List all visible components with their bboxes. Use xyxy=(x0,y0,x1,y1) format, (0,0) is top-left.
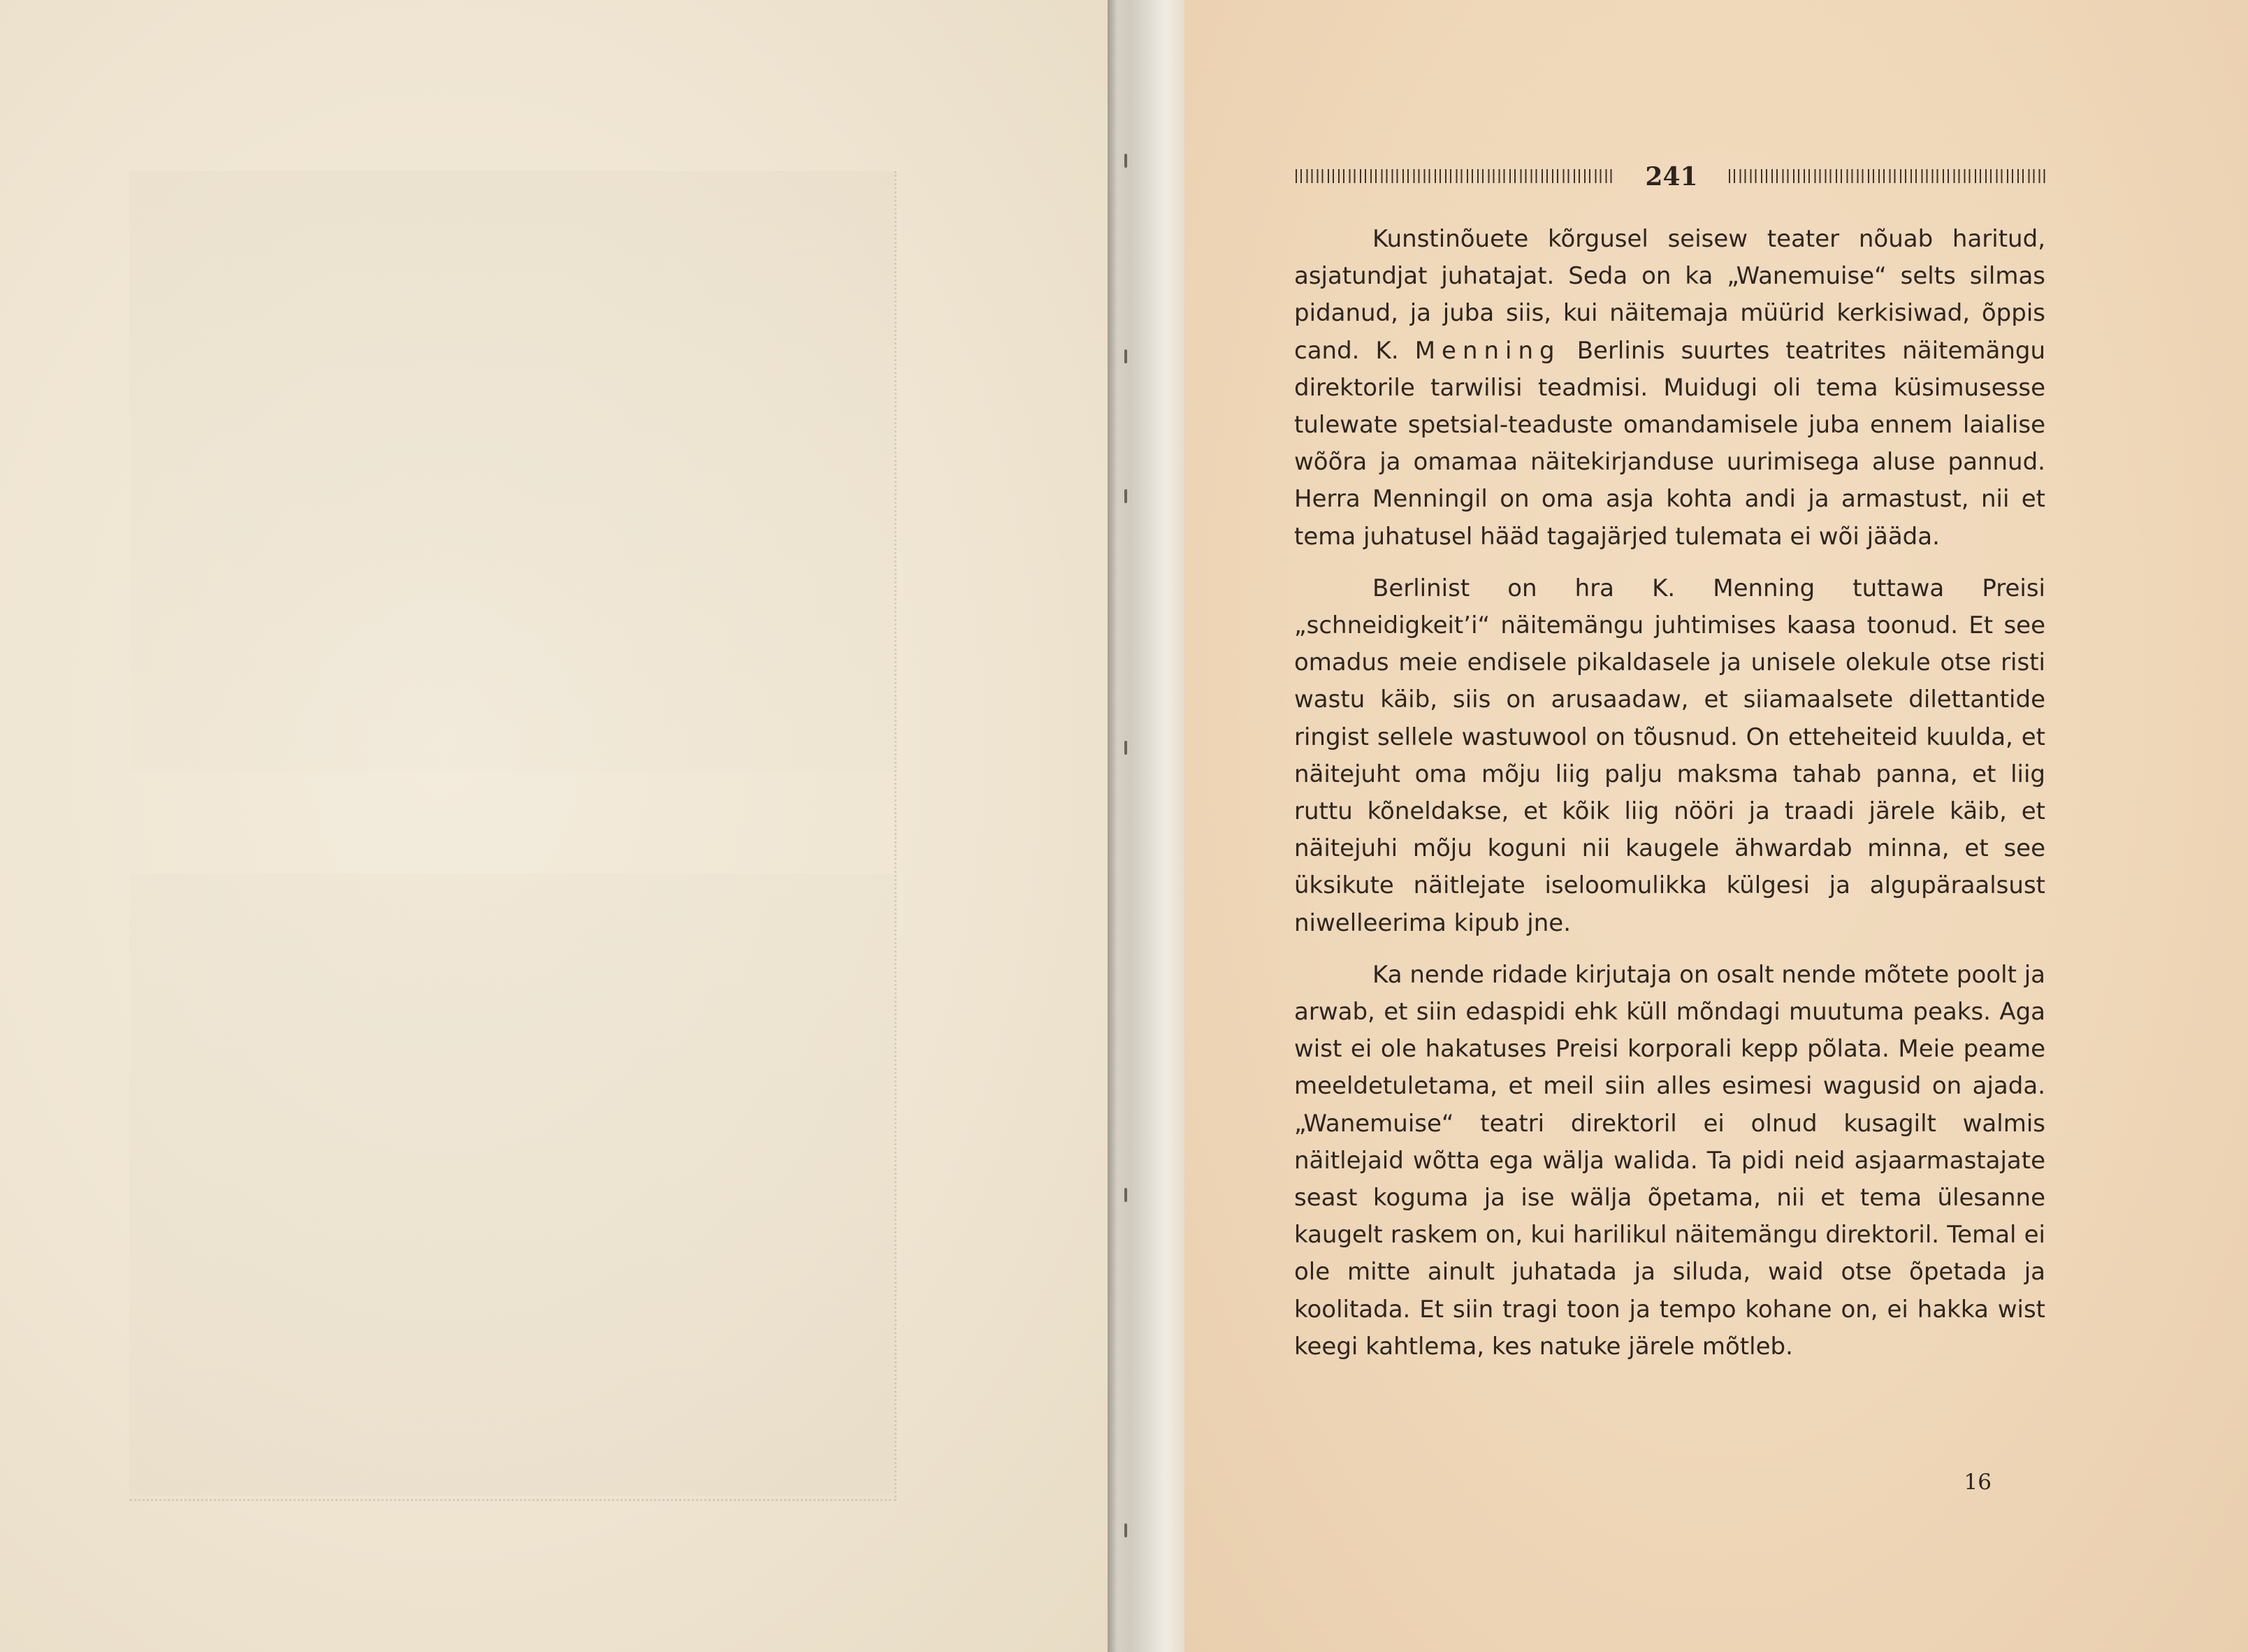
paragraph-1-rest: Berlinis suurtes teatrites näitemängu direktorile tarwilisi teadmisi. Muidugi oli tema küsimusesse tulewate spetsial-teaduste omandamisele juba ennem laialise wõõra ja omamaa näitekirjanduse uurimisega aluse pannud. Herra Menningil on oma asja kohta andi ja armastust, nii et tema juhatusel hääd tagajärjed tulemata ei wõi jääda. xyxy=(1294,336,2045,551)
binding-thread-mark xyxy=(1124,349,1127,363)
paragraph-1 xyxy=(1294,221,2045,556)
gutter-shadow xyxy=(1108,0,1117,1652)
left-page-blank xyxy=(0,0,1108,1652)
paragraph-3: Ka nende ridade kirjutaja on osalt nende mõtete poolt ja arwab, et siin edaspidi ehk küll mõndagi muutuma peaks. Aga wist ei ole hakatuses Preisi korporali kepp põlata. Meie peame meeldetuletama, et meil siin alles esimesi wagusid on ajada. „Wanemuise“ teatri direktoril ei olnud kusagilt walmis näitlejaid wõtta ega wälja walida. Ta pidi neid asjaarmastajate seast koguma ja ise wälja õpetama, nii et tema ülesanne kaugelt raskem on, kui harilikul näitemängu direktoril. Temal ei ole mitte ainult juhatada ja siluda, waid otse õpetada ja koolitada. Et siin tragi toon ja tempo kohane on, ei hakka wist keegi kahtlema, kes natuke järele mõtleb. xyxy=(1294,960,2045,1361)
binding-thread-mark xyxy=(1124,154,1127,168)
signature-mark: 16 xyxy=(1964,1470,1992,1495)
binding-thread-mark xyxy=(1124,1188,1127,1202)
paragraph-2: Berlinist on hra K. Menning tuttawa Preisi „schneidigkeit’i“ näitemängu juhtimises kaasa toonud. Et see omadus meie endisele pikaldasele ja unisele olekule otse risti wastu käib, siis on arusaadaw, et siiamaalsete dilettantide ringist sellele wastuwool on tõusnud. On etteheiteid kuulda, et näitejuht oma mõju liig palju maksma tahab panna, et liig ruttu kõneldakse, et kõik liig nööri ja traadi järele käib, et näitejuhi mõju koguni nii kaugele ähwardab minna, et see üksikute näitlejate iseloomulikka külgesi ja algupäraalsust niwelleerima kipub jne. xyxy=(1294,574,2045,937)
paragraph-1-start: Kunstinõuete kõrgusel seisew teater nõuab haritud, asjatundjat juhatajat. Seda on ka „Wanemuise“ selts silmas pidanud, ja juba siis, kui näitemaja müürid kerkisiwad, õppis cand. K. xyxy=(1294,225,2045,365)
book-gutter xyxy=(1108,0,1184,1652)
binding-thread-mark xyxy=(1124,489,1127,503)
running-head xyxy=(1294,159,2049,201)
page-number: 241 xyxy=(1645,162,1698,191)
spaced-name-menning: Menning xyxy=(1414,336,1561,365)
show-through-frame xyxy=(129,171,897,1501)
binding-thread-mark xyxy=(1124,1523,1127,1537)
ornament-rule-left xyxy=(1294,169,1616,183)
ornament-rule-right xyxy=(1727,169,2049,183)
body-text xyxy=(1294,221,2045,1365)
binding-thread-mark xyxy=(1124,741,1127,755)
